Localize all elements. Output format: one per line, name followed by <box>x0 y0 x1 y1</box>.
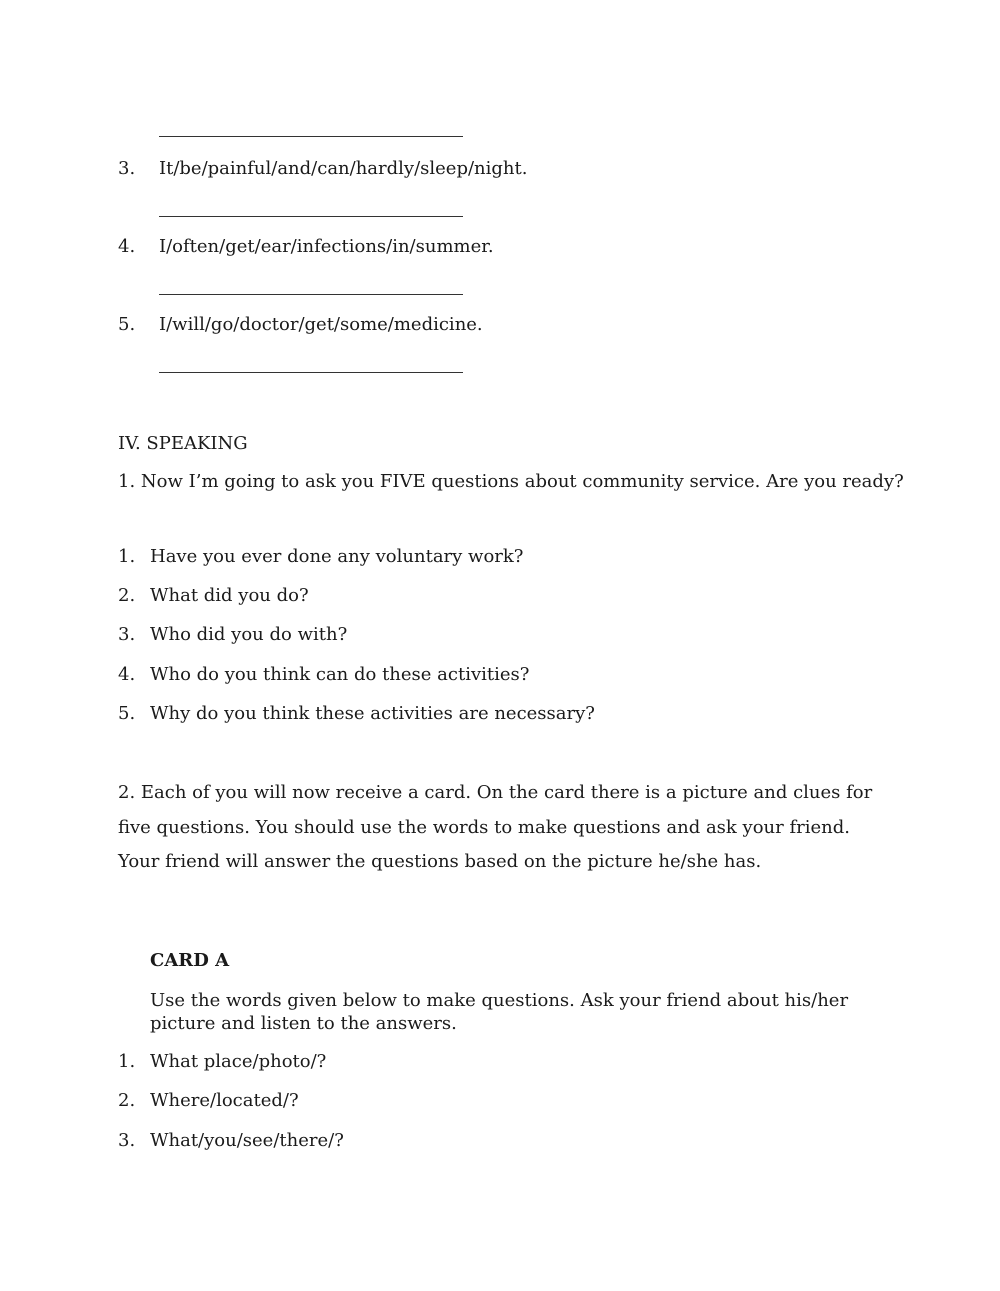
card-title: CARD A <box>150 950 230 971</box>
answer-blank-2[interactable] <box>159 136 463 137</box>
question-number-4: 4. <box>118 664 136 685</box>
question-3: Who did you do with? <box>150 624 348 645</box>
card-item-number-3: 3. <box>118 1130 136 1151</box>
speaking-part2-intro: 2. Each of you will now receive a card. On the card there is a picture and clues for five questions. You should use the words to make questions and ask your friend. Your friend will answer the questions based on the picture he/she has. <box>118 782 873 872</box>
speaking-part1-intro: 1. Now I’m going to ask you FIVE questions about community service. Are you ready? <box>118 471 904 492</box>
answer-blank-4[interactable] <box>159 294 463 295</box>
card-item-1: What place/photo/? <box>150 1051 327 1072</box>
sentence-prompt-4: I/often/get/ear/infections/in/summer. <box>159 236 494 257</box>
item-number-4: 4. <box>118 236 136 257</box>
question-4: Who do you think can do these activities? <box>150 664 530 685</box>
question-1: Have you ever done any voluntary work? <box>150 546 524 567</box>
question-number-3: 3. <box>118 624 136 645</box>
question-number-2: 2. <box>118 585 136 606</box>
question-2: What did you do? <box>150 585 309 606</box>
card-instructions: Use the words given below to make questions. Ask your friend about his/her picture and listen to the answers. <box>150 990 849 1034</box>
answer-blank-5[interactable] <box>159 372 463 373</box>
card-item-2: Where/located/? <box>150 1090 299 1111</box>
sentence-prompt-5: I/will/go/doctor/get/some/medicine. <box>159 314 483 335</box>
card-item-number-2: 2. <box>118 1090 136 1111</box>
card-item-3: What/you/see/there/? <box>150 1130 344 1151</box>
answer-blank-3[interactable] <box>159 216 463 217</box>
question-number-5: 5. <box>118 703 136 724</box>
card-item-number-1: 1. <box>118 1051 136 1072</box>
item-number-5: 5. <box>118 314 136 335</box>
question-5: Why do you think these activities are necessary? <box>150 703 595 724</box>
speaking-heading: IV. SPEAKING <box>118 433 248 454</box>
sentence-prompt-3: It/be/painful/and/can/hardly/sleep/night. <box>159 158 528 179</box>
item-number-3: 3. <box>118 158 136 179</box>
question-number-1: 1. <box>118 546 136 567</box>
